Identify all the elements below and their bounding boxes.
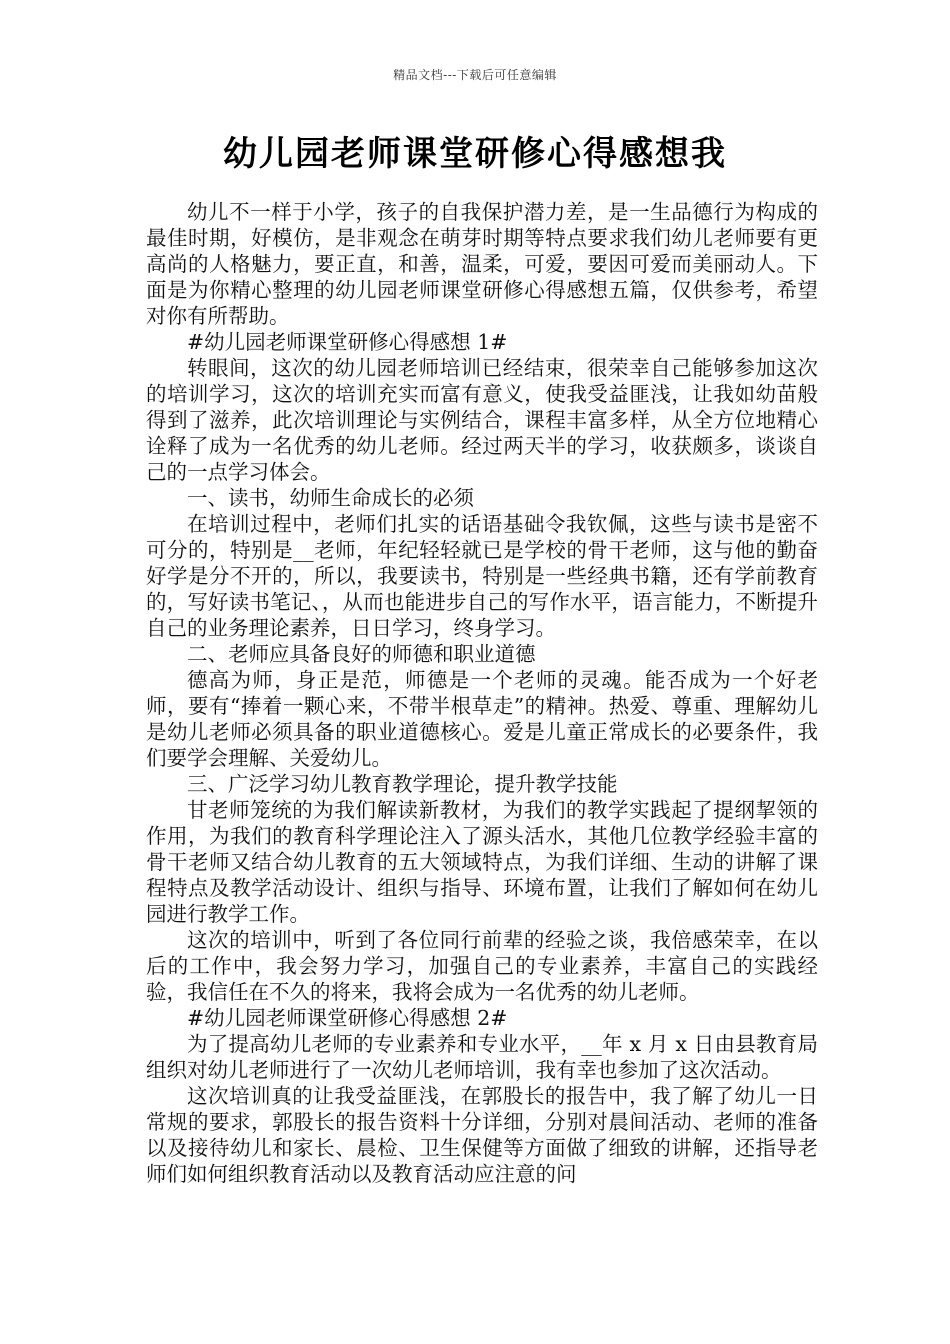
body-paragraph: 这次的培训中，听到了各位同行前辈的经验之谈，我倍感荣幸，在以后的工作中，我会努力学习，加强自己的专业素养，丰富自己的实践经验，我信任在不久的将来，我将会成为一名优秀的幼儿老师。 xyxy=(146,928,818,1004)
body-paragraph: 德高为师，身正是范，师德是一个老师的灵魂。能否成为一个好老师，要有“捧着一颗心来，不带半根草走”的精神。热爱、尊重、理解幼儿是幼儿老师必须具备的职业道德核心。爱是儿童正常成长的必要条件，我们要学会理解、关爱幼儿。 xyxy=(146,668,818,770)
subheading: 一、读书，幼师生命成长的必须 xyxy=(187,486,474,510)
subheading: 二、老师应具备良好的师德和职业道德 xyxy=(187,642,536,666)
body-paragraph: 转眼间，这次的幼儿园老师培训已经结束，很荣幸自己能够参加这次的培训学习，这次的培训充实而富有意义，使我受益匪浅，让我如幼苗般得到了滋养，此次培训理论与实例结合，课程丰富多样，从全方位地精心诠释了成为一名优秀的幼儿老师。经过两天半的学习，收获颇多，谈谈自己的一点学习体会。 xyxy=(146,356,818,484)
section-heading-1: #幼儿园老师课堂研修心得感想 1# xyxy=(187,330,508,354)
section-heading-2: #幼儿园老师课堂研修心得感想 2# xyxy=(187,1006,508,1030)
body-paragraph: 甘老师笼统的为我们解读新教材，为我们的教学实践起了提纲挈领的作用，为我们的教育科学理论注入了源头活水，其他几位教学经验丰富的骨干老师又结合幼儿教育的五大领域特点，为我们详细、生动的讲解了课程特点及教学活动设计、组织与指导、环境布置，让我们了解如何在幼儿园进行教学工作。 xyxy=(146,798,818,926)
header-note: 精品文档---下载后可任意编辑 xyxy=(393,68,557,82)
intro-paragraph: 幼儿不一样于小学，孩子的自我保护潜力差，是一生品德行为构成的最佳时期，好模仿，是非观念在萌芽时期等特点要求我们幼儿老师要有更高尚的人格魅力，要正直，和善，温柔，可爱，要因可爱而美丽动人。下面是为你精心整理的幼儿园老师课堂研修心得感想五篇，仅供参考，希望对你有所帮助。 xyxy=(146,200,818,328)
document-body xyxy=(146,199,818,1187)
subheading: 三、广泛学习幼儿教育教学理论，提升教学技能 xyxy=(187,772,618,796)
body-paragraph: 这次培训真的让我受益匪浅，在郭股长的报告中，我了解了幼儿一日常规的要求，郭股长的报告资料十分详细，分别对晨间活动、老师的准备以及接待幼儿和家长、晨检、卫生保健等方面做了细致的讲解，还指导老师们如何组织教育活动以及教育活动应注意的问 xyxy=(146,1084,818,1186)
body-paragraph: 为了提高幼儿老师的专业素养和专业水平，__年 x 月 x 日由县教育局组织对幼儿老师进行了一次幼儿老师培训，我有幸也参加了这次活动。 xyxy=(146,1032,818,1082)
document-title: 幼儿园老师课堂研修心得感想我 xyxy=(223,134,727,174)
body-paragraph: 在培训过程中，老师们扎实的话语基础令我钦佩，这些与读书是密不可分的，特别是__老师，年纪轻轻就已是学校的骨干老师，这与他的勤奋好学是分不开的，所以，我要读书，特别是一些经典书籍，还有学前教育的，写好读书笔记、，从而也能进步自己的写作水平，语言能力，不断提升自己的业务理论素养，日日学习，终身学习。 xyxy=(146,512,818,640)
